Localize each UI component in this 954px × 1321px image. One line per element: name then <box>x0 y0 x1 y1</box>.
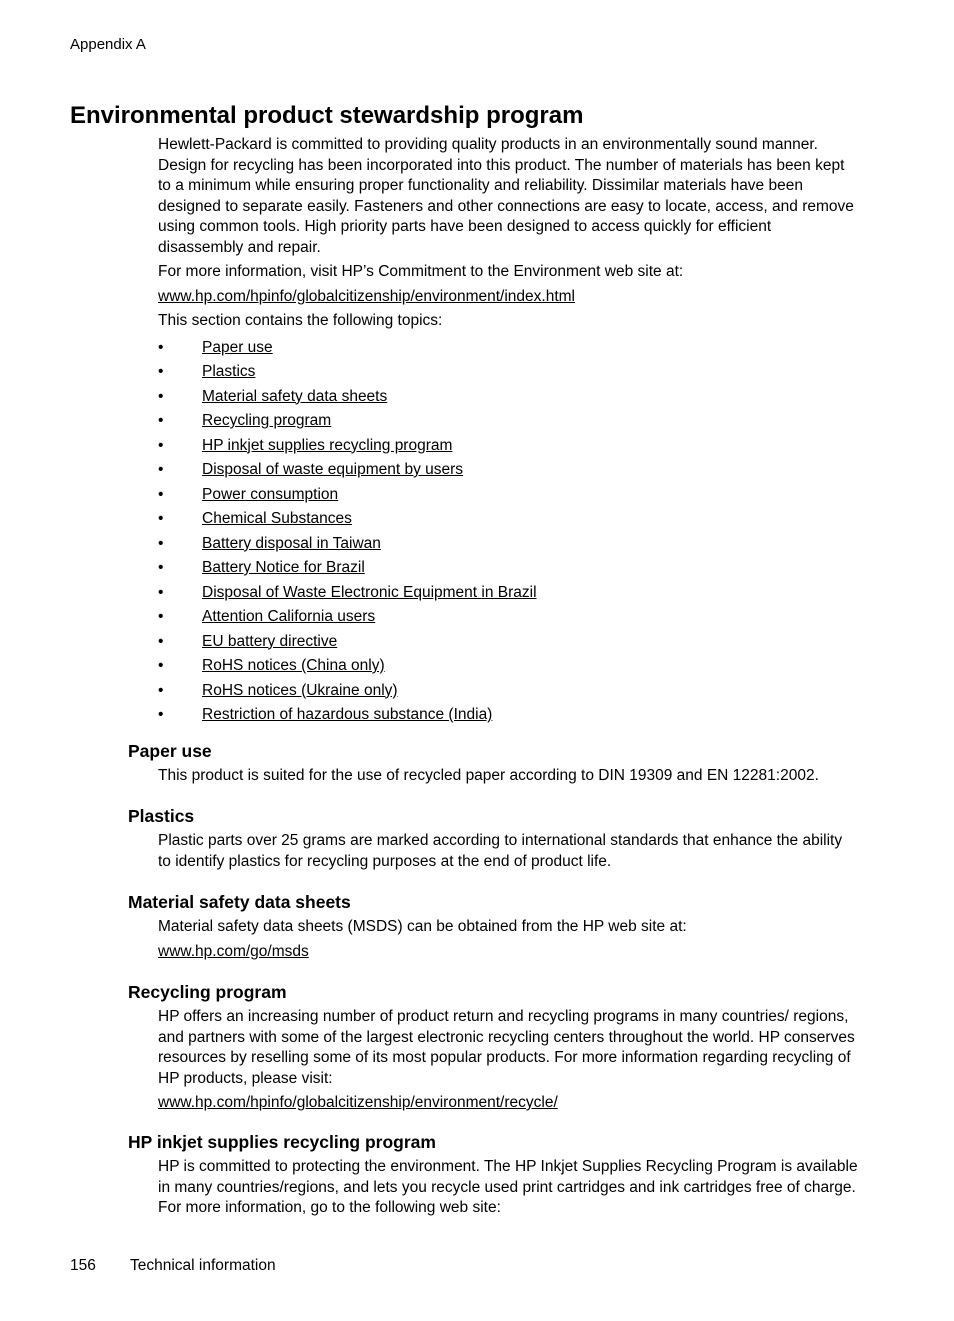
bullet-icon: • <box>158 681 164 699</box>
bullet-icon: • <box>158 534 164 552</box>
section-text: This product is suited for the use of recycled paper according to DIN 19309 and EN 12281:2002. <box>158 767 819 784</box>
section-text: HP offers an increasing number of product return and recycling programs in many countries/ regions, and partners with some of the largest electronic recycling centers throughout the world. HP conserves resources by reselling some of its most popular products. For more information regarding recycling of HP products, please visit: <box>158 1008 855 1087</box>
topic-link-power[interactable]: Power consumption <box>202 485 339 503</box>
bullet-icon: • <box>158 559 164 576</box>
section-heading: Material safety data sheets <box>128 892 351 912</box>
topic-item <box>158 360 858 385</box>
section-plastics <box>128 806 858 876</box>
section-msds <box>128 892 858 966</box>
environment-link[interactable]: www.hp.com/hpinfo/globalcitizenship/environment/index.html <box>158 287 575 305</box>
section-text: HP is committed to protecting the environment. The HP Inkjet Supplies Recycling Program is available in many countries/regions, and lets you recycle used print cartridges and ink cartridges free of charge. For more information, go to the following web site: <box>158 1158 858 1216</box>
topic-link-msds[interactable]: Material safety data sheets <box>202 387 388 405</box>
topics-list <box>158 336 858 728</box>
topic-link-battery-taiwan[interactable]: Battery disposal in Taiwan <box>202 534 381 552</box>
section-heading: HP inkjet supplies recycling program <box>128 1132 436 1152</box>
section-heading: Plastics <box>128 806 195 826</box>
topic-item <box>158 385 858 410</box>
topic-item <box>158 654 858 679</box>
topic-link-rohs-ukraine[interactable]: RoHS notices (Ukraine only) <box>202 681 398 699</box>
section-text: Plastic parts over 25 grams are marked according to international standards that enhance the ability to identify plastics for recycling purposes at the end of product life. <box>158 832 843 870</box>
topic-link-recycling[interactable]: Recycling program <box>202 412 332 429</box>
chapter-title: Technical information <box>130 1257 276 1274</box>
bullet-icon: • <box>158 706 164 723</box>
topic-item <box>158 605 858 630</box>
topic-item <box>158 556 858 581</box>
topic-link-battery-brazil[interactable]: Battery Notice for Brazil <box>202 559 365 576</box>
topic-link-eu-battery[interactable]: EU battery directive <box>202 632 338 650</box>
topic-item <box>158 703 858 728</box>
msds-link[interactable]: www.hp.com/go/msds <box>158 942 309 960</box>
bullet-icon: • <box>158 461 164 478</box>
topic-link-weee-brazil[interactable]: Disposal of Waste Electronic Equipment in Brazil <box>202 583 537 601</box>
bullet-icon: • <box>158 363 164 380</box>
bullet-icon: • <box>158 510 164 527</box>
bullet-icon: • <box>158 583 164 601</box>
page-title: Environmental product stewardship program <box>70 102 584 129</box>
intro-paragraph: Hewlett-Packard is committed to providing quality products in an environmentally sound manner. Design for recycling has been incorporated into this product. The number of materials has been kept to a minimum while ensuring proper functionality and reliability. Dissimilar materials have been designed to separate easily. Fasteners and other connections are easy to locate, access, and remove using common tools. High priority parts have been designed to access quickly for efficient disassembly and repair. <box>158 136 854 256</box>
topic-item <box>158 434 858 459</box>
page-number: 156 <box>70 1257 96 1274</box>
section-inkjet <box>128 1132 858 1223</box>
section-heading: Paper use <box>128 741 212 761</box>
topic-item <box>158 679 858 704</box>
topic-link-rohs-india[interactable]: Restriction of hazardous substance (India) <box>202 706 493 723</box>
topic-link-chemical[interactable]: Chemical Substances <box>202 510 352 527</box>
topic-link-inkjet[interactable]: HP inkjet supplies recycling program <box>202 436 453 454</box>
topic-link-disposal[interactable]: Disposal of waste equipment by users <box>202 461 464 478</box>
topic-link-california[interactable]: Attention California users <box>202 608 376 625</box>
topic-item <box>158 483 858 508</box>
bullet-icon: • <box>158 387 164 405</box>
bullet-icon: • <box>158 338 164 356</box>
topic-item <box>158 507 858 532</box>
topic-item <box>158 630 858 655</box>
bullet-icon: • <box>158 657 164 674</box>
topic-item <box>158 336 858 361</box>
topics-intro: This section contains the following topics: <box>158 312 443 329</box>
running-header: Appendix A <box>70 36 146 53</box>
topic-item <box>158 532 858 557</box>
section-recycling <box>128 982 858 1118</box>
section-paper-use <box>128 741 858 791</box>
section-text: Material safety data sheets (MSDS) can be obtained from the HP web site at: <box>158 918 687 935</box>
section-heading: Recycling program <box>128 982 287 1002</box>
topic-link-rohs-china[interactable]: RoHS notices (China only) <box>202 657 385 674</box>
bullet-icon: • <box>158 436 164 454</box>
topic-link-plastics[interactable]: Plastics <box>202 363 256 380</box>
topic-item <box>158 458 858 483</box>
recycle-link[interactable]: www.hp.com/hpinfo/globalcitizenship/environment/recycle/ <box>158 1094 558 1111</box>
intro-block <box>158 135 858 728</box>
bullet-icon: • <box>158 632 164 650</box>
more-info-text: For more information, visit HP’s Commitment to the Environment web site at: <box>158 263 684 280</box>
bullet-icon: • <box>158 412 164 429</box>
bullet-icon: • <box>158 608 164 625</box>
topic-item <box>158 581 858 606</box>
topic-item <box>158 409 858 434</box>
topic-link-paper-use[interactable]: Paper use <box>202 338 273 356</box>
bullet-icon: • <box>158 485 164 503</box>
page-footer <box>70 1257 276 1275</box>
